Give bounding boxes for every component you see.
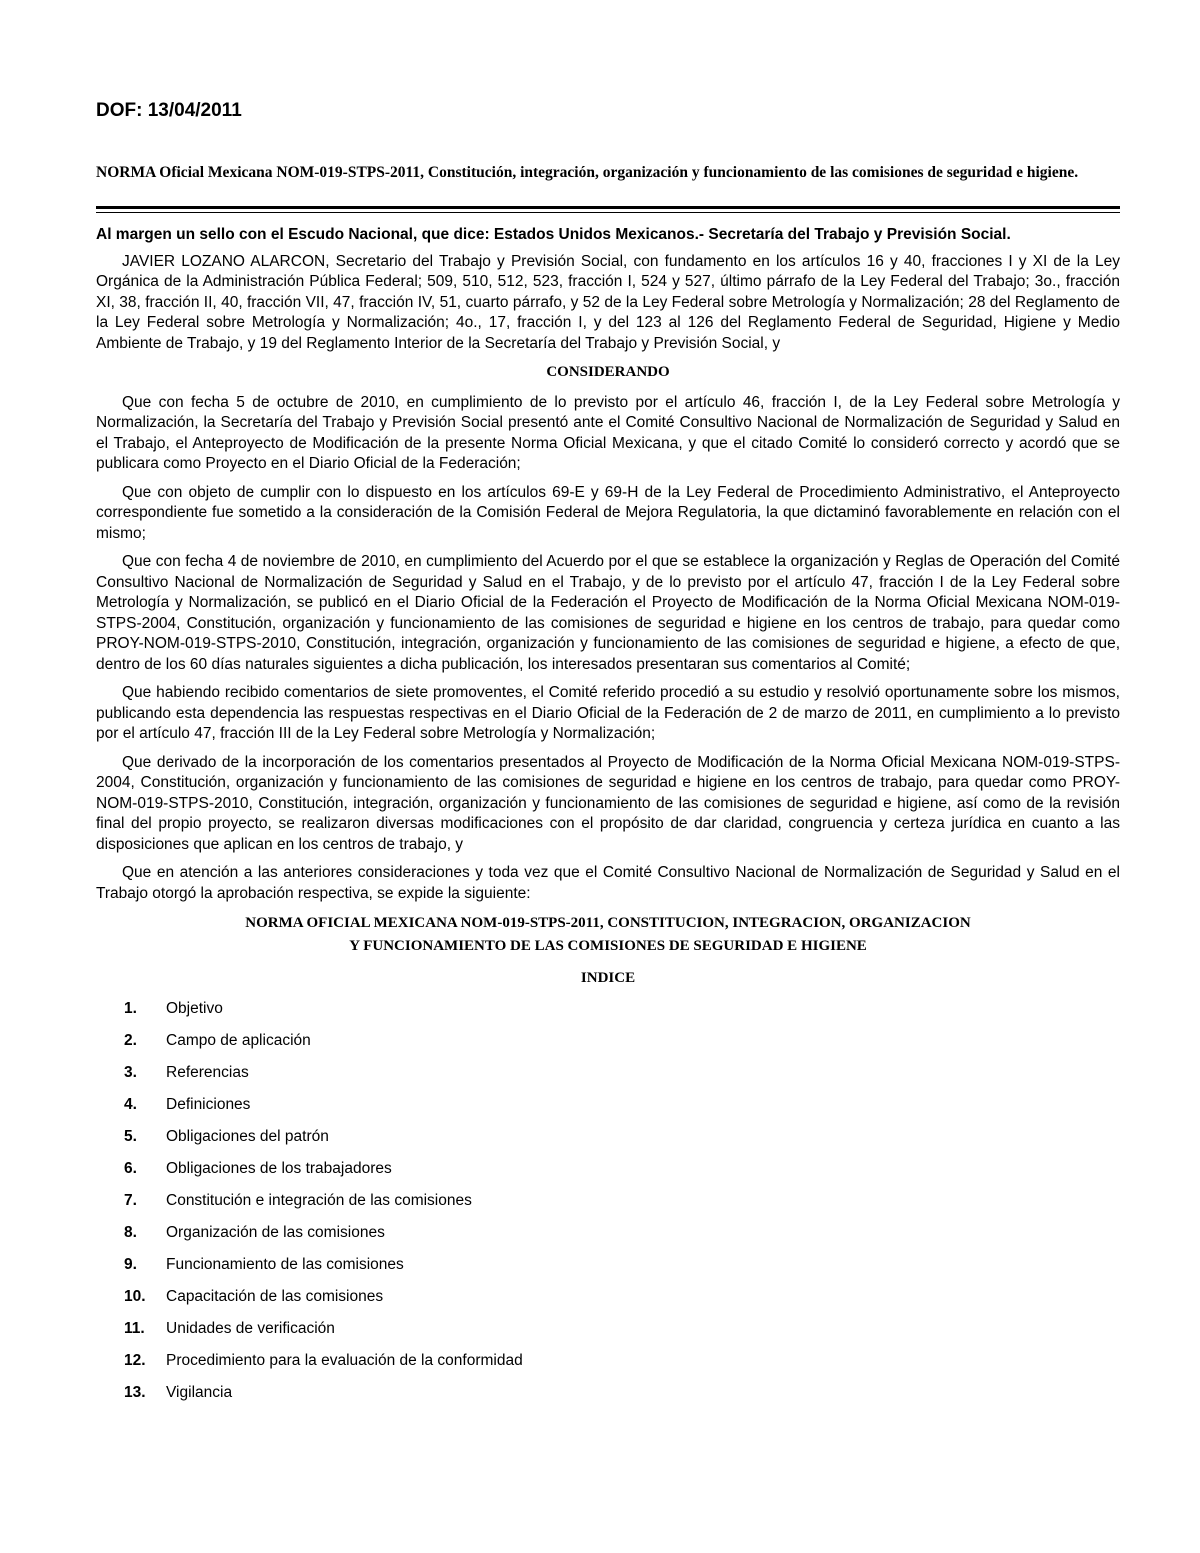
indice-label: Procedimiento para la evaluación de la conformidad <box>166 1351 523 1369</box>
list-item <box>96 1351 1120 1383</box>
seal-note: Al margen un sello con el Escudo Nacional, que dice: Estados Unidos Mexicanos.- Secretaría del Trabajo y Previsión Social. <box>96 226 1011 243</box>
norma-title-line-1: NORMA OFICIAL MEXICANA NOM-019-STPS-2011, CONSTITUCION, INTEGRACION, ORGANIZACION <box>245 915 971 931</box>
list-item <box>96 1319 1120 1351</box>
indice-label: Obligaciones del patrón <box>166 1127 329 1145</box>
indice-label: Definiciones <box>166 1095 251 1113</box>
indice-number: 10. <box>124 1287 146 1305</box>
considerando-paragraph: Que con objeto de cumplir con lo dispuesto en los artículos 69-E y 69-H de la Ley Federal de Procedimiento Administrativo, el Anteproyecto correspondiente fue sometido a la consideración de la Comisión Federal de Mejora Regulatoria, la que dictaminó favorablemente en relación con el mismo; <box>96 483 1120 542</box>
indice-label: Objetivo <box>166 999 223 1017</box>
indice-number: 2. <box>124 1031 137 1049</box>
indice-number: 4. <box>124 1095 137 1113</box>
list-item <box>96 1095 1120 1127</box>
indice-label: Capacitación de las comisiones <box>166 1287 384 1305</box>
indice-number: 1. <box>124 999 137 1017</box>
indice-label: Funcionamiento de las comisiones <box>166 1255 404 1273</box>
indice-number: 9. <box>124 1255 137 1273</box>
indice-label: Obligaciones de los trabajadores <box>166 1159 392 1177</box>
considerando-paragraph: Que con fecha 5 de octubre de 2010, en cumplimiento de lo previsto por el artículo 46, fracción I, de la Ley Federal sobre Metrología y Normalización, la Secretaría del Trabajo y Previsión Social presentó ante el Comité Consultivo Nacional de Normalización de Seguridad y Salud en el Trabajo, el Anteproyecto de Modificación de la presente Norma Oficial Mexicana, y que el citado Comité lo consideró correcto y acordó que se publicara como Proyecto en el Diario Oficial de la Federación; <box>96 393 1120 472</box>
considerando-paragraph: Que derivado de la incorporación de los comentarios presentados al Proyecto de Modificación de la Norma Oficial Mexicana NOM-019-STPS-2004, Constitución, organización y funcionamiento de las comisiones de seguridad e higiene en los centros de trabajo, para quedar como PROY-NOM-019-STPS-2010, Constitución, integración, organización y funcionamiento de las comisiones de seguridad e higiene, así como de la revisión final del propio proyecto, se realizaron diversas modificaciones con el propósito de dar claridad, congruencia y certeza jurídica en cuanto a las disposiciones que aplican en los centros de trabajo, y <box>96 753 1120 853</box>
list-item <box>96 1127 1120 1159</box>
list-item <box>96 999 1120 1031</box>
indice-number: 3. <box>124 1063 137 1081</box>
indice-label: Constitución e integración de las comisiones <box>166 1191 472 1209</box>
list-item <box>96 1031 1120 1063</box>
considerando-paragraph: Que habiendo recibido comentarios de siete promoventes, el Comité referido procedió a su estudio y resolvió oportunamente sobre los mismos, publicando esta dependencia las respuestas respectivas en el Diario Oficial de la Federación de 2 de marzo de 2011, en cumplimiento a lo previsto por el artículo 47, fracción III de la Ley Federal sobre Metrología y Normalización; <box>96 684 1120 742</box>
indice-number: 13. <box>124 1383 146 1401</box>
considerando-paragraph: Que en atención a las anteriores consideraciones y toda vez que el Comité Consultivo Nacional de Normalización de Seguridad y Salud en el Trabajo otorgó la aprobación respectiva, se expide la siguiente: <box>96 864 1120 902</box>
document-title: NORMA Oficial Mexicana NOM-019-STPS-2011, Constitución, integración, organización y funcionamiento de las comisiones de seguridad e higiene. <box>96 164 1079 181</box>
norma-title-line-2: Y FUNCIONAMIENTO DE LAS COMISIONES DE SEGURIDAD E HIGIENE <box>349 938 867 954</box>
indice-label: Organización de las comisiones <box>166 1223 385 1241</box>
list-item <box>96 1287 1120 1319</box>
document-body <box>96 225 1120 1415</box>
list-item <box>96 1383 1120 1415</box>
indice-number: 11. <box>124 1319 145 1337</box>
list-item <box>96 1159 1120 1191</box>
title-rule-thin <box>96 212 1120 213</box>
norma-title <box>96 912 1120 958</box>
considerando-paragraph: Que con fecha 4 de noviembre de 2010, en cumplimiento del Acuerdo por el que se establece la organización y Reglas de Operación del Comité Consultivo Nacional de Normalización de Seguridad y Salud en el Trabajo, y de lo previsto por el artículo 47, fracción I de la Ley Federal sobre Metrología y Normalización, se publicó en el Diario Oficial de la Federación el Proyecto de Modificación de la Norma Oficial Mexicana NOM-019-STPS-2004, Constitución, organización y funcionamiento de las comisiones de seguridad e higiene en los centros de trabajo, para quedar como PROY-NOM-019-STPS-2010, Constitución, integración, organización y funcionamiento de las comisiones de seguridad e higiene, a efecto de que, dentro de los 60 días naturales siguientes a dicha publicación, los interesados presentaran sus comentarios al Comité; <box>96 553 1120 673</box>
list-item <box>96 1223 1120 1255</box>
considerando-heading: CONSIDERANDO <box>546 364 670 380</box>
indice-label: Campo de aplicación <box>166 1031 311 1049</box>
dof-date: DOF: 13/04/2011 <box>96 100 242 121</box>
indice-number: 5. <box>124 1127 137 1145</box>
list-item <box>96 1255 1120 1287</box>
indice-number: 6. <box>124 1159 137 1177</box>
list-item <box>96 1191 1120 1223</box>
indice-label: Vigilancia <box>166 1383 233 1401</box>
indice-label: Referencias <box>166 1063 249 1081</box>
intro-paragraph: JAVIER LOZANO ALARCON, Secretario del Trabajo y Previsión Social, con fundamento en los artículos 16 y 40, fracciones I y XI de la Ley Orgánica de la Administración Pública Federal; 509, 510, 512, 523, fracción I, 524 y 527, último párrafo de la Ley Federal del Trabajo; 3o., fracción XI, 38, fracción II, 40, fracción VII, 47, fracción IV, 51, cuarto párrafo, y 52 de la Ley Federal sobre Metrología y Normalización; 28 del Reglamento de la Ley Federal sobre Metrología y Normalización; 4o., 17, fracción I, y del 123 al 126 del Reglamento Federal de Seguridad, Higiene y Medio Ambiente de Trabajo, y 19 del Reglamento Interior de la Secretaría del Trabajo y Previsión Social, y <box>96 252 1120 352</box>
indice-list <box>96 999 1120 1415</box>
list-item <box>96 1063 1120 1095</box>
indice-number: 7. <box>124 1191 137 1209</box>
indice-label: Unidades de verificación <box>166 1319 335 1337</box>
indice-number: 12. <box>124 1351 146 1369</box>
indice-heading: INDICE <box>580 970 636 986</box>
indice-number: 8. <box>124 1223 137 1241</box>
title-rule-thick <box>96 206 1120 209</box>
